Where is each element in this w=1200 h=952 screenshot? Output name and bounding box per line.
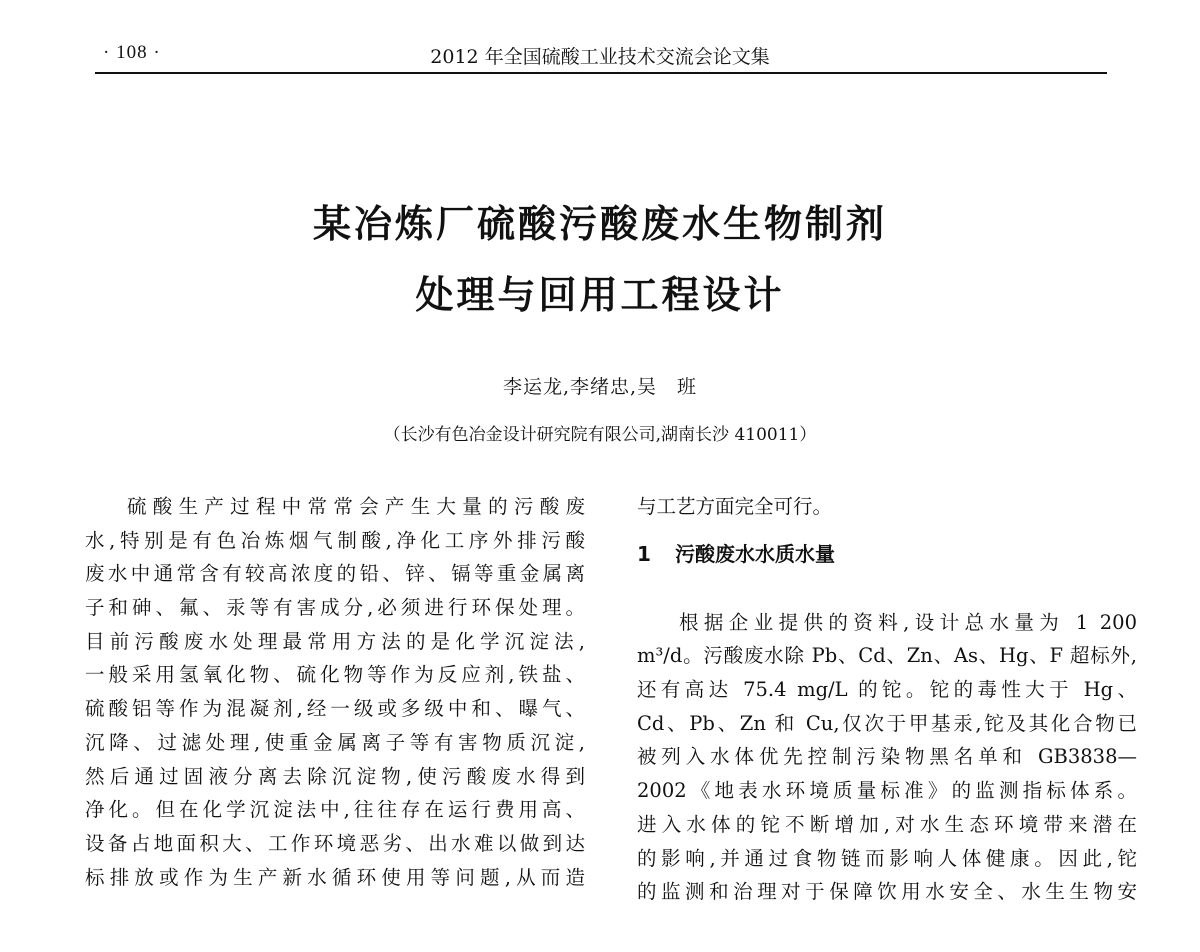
- text-line: 沉降、过滤处理,使重金属离子等有害物质沉淀,: [85, 730, 585, 754]
- text-line: 目前污酸废水处理最常用方法的是化学沉淀法,: [85, 629, 585, 653]
- text-line: 净化。但在化学沉淀法中,往往存在运行费用高、: [85, 798, 585, 822]
- text-line: 根据企业提供的资料,设计总水量为 1 200: [679, 610, 1137, 634]
- section-heading: [637, 524, 1137, 588]
- left-column: [85, 490, 585, 894]
- text-line: 的影响,并通过食物链而影响人体健康。因此,铊: [637, 846, 1137, 870]
- section-number: 1: [637, 541, 651, 566]
- text-line: 进入水体的铊不断增加,对水生态环境带来潜在: [637, 812, 1137, 836]
- spacer: [637, 588, 1137, 606]
- article-title-line-1: 某冶炼厂硫酸污酸废水生物制剂: [312, 202, 887, 246]
- text-line: 硫酸生产过程中常常会产生大量的污酸废: [127, 495, 585, 518]
- text-line: Cd、Pb、Zn 和 Cu,仅次于甲基汞,铊及其化合物已: [637, 711, 1137, 735]
- header-rule: [95, 72, 1107, 74]
- text-line: m³/d。污酸废水除 Pb、Cd、Zn、As、Hg、F 超标外,: [637, 644, 1137, 668]
- text-line: 一般采用氢氧化物、硫化物等作为反应剂,铁盐、: [85, 663, 585, 687]
- section-title: 污酸废水水质水量: [675, 541, 835, 566]
- authors: 李运龙,李绪忠,吴 班: [502, 376, 698, 398]
- text-line: 标排放或作为生产新水循环使用等问题,从而造: [85, 865, 585, 889]
- text-line: 与工艺方面完全可行。: [637, 495, 833, 518]
- affiliation: （长沙有色冶金设计研究院有限公司,湖南长沙 410011）: [383, 425, 817, 445]
- text-line: 水,特别是有色冶炼烟气制酸,净化工序外排污酸: [85, 528, 585, 552]
- text-line: 然后通过固液分离去除沉淀物,使污酸废水得到: [85, 764, 585, 788]
- text-line: 硫酸铝等作为混凝剂,经一级或多级中和、曝气、: [85, 697, 585, 721]
- text-line: 设备占地面积大、工作环境恶劣、出水难以做到达: [85, 831, 585, 855]
- text-line: 废水中通常含有较高浓度的铅、锌、镉等重金属离: [85, 562, 585, 586]
- text-line: 2002《地表水环境质量标准》的监测指标体系。: [637, 779, 1137, 803]
- page-number: · 108 ·: [103, 42, 161, 63]
- text-line: 子和砷、氟、汞等有害成分,必须进行环保处理。: [85, 596, 585, 620]
- text-line: 的监测和治理对于保障饮用水安全、水生生物安: [637, 880, 1137, 904]
- article-title-line-2: 处理与回用工程设计: [415, 273, 785, 317]
- running-header-title: 2012 年全国硫酸工业技术交流会论文集: [430, 46, 770, 68]
- right-column: [637, 490, 1137, 909]
- text-line: 还有高达 75.4 mg/L 的铊。铊的毒性大于 Hg、: [637, 678, 1137, 702]
- text-line: 被列入水体优先控制污染物黑名单和 GB3838—: [637, 745, 1137, 769]
